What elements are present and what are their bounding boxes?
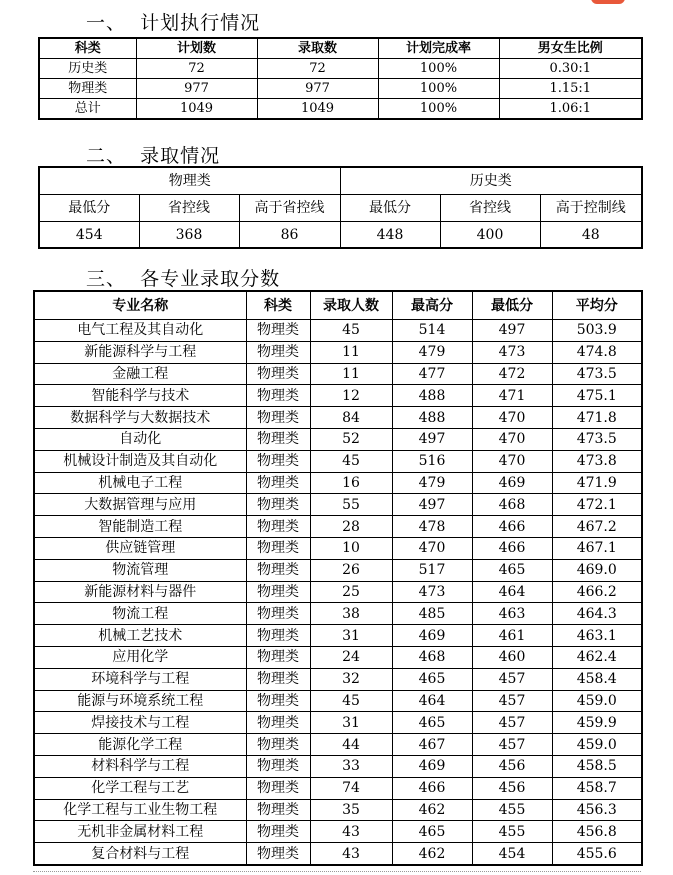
header-cell: 男女生比例 bbox=[499, 38, 642, 59]
table-cell: 物理类 bbox=[246, 690, 310, 712]
table-cell: 31 bbox=[310, 625, 392, 647]
table-cell: 517 bbox=[392, 559, 472, 581]
table-cell: 物理类 bbox=[246, 843, 310, 865]
group-physics-label: 物理类 bbox=[39, 167, 340, 195]
table-cell: 977 bbox=[257, 79, 378, 99]
header-cell: 计划完成率 bbox=[378, 38, 499, 59]
table-cell: 1049 bbox=[257, 99, 378, 120]
table-cell: 478 bbox=[392, 516, 472, 538]
table-cell: 458.4 bbox=[552, 668, 642, 690]
table-row bbox=[34, 777, 642, 799]
table-cell: 459.9 bbox=[552, 712, 642, 734]
table-cell: 461 bbox=[472, 625, 552, 647]
table-cell: 物流工程 bbox=[34, 603, 246, 625]
table-cell: 33 bbox=[310, 755, 392, 777]
table-cell: 462 bbox=[392, 843, 472, 865]
table-cell: 物理类 bbox=[246, 734, 310, 756]
table-cell: 供应链管理 bbox=[34, 537, 246, 559]
table-cell: 历史类 bbox=[39, 59, 136, 79]
table-cell: 474.8 bbox=[552, 341, 642, 363]
table-row bbox=[34, 341, 642, 363]
table-cell: 463 bbox=[472, 603, 552, 625]
table-cell: 470 bbox=[392, 537, 472, 559]
table-cell: 470 bbox=[472, 428, 552, 450]
table-cell: 物理类 bbox=[246, 799, 310, 821]
table-cell: 44 bbox=[310, 734, 392, 756]
table-row bbox=[34, 712, 642, 734]
table-cell: 45 bbox=[310, 450, 392, 472]
table-cell: 金融工程 bbox=[34, 363, 246, 385]
table-cell: 能源与环境系统工程 bbox=[34, 690, 246, 712]
group-header-row bbox=[39, 167, 642, 195]
table-cell: 84 bbox=[310, 407, 392, 429]
table-cell: 464 bbox=[392, 690, 472, 712]
table-cell: 468 bbox=[472, 494, 552, 516]
table-row bbox=[39, 59, 642, 79]
table-cell: 物理类 bbox=[246, 407, 310, 429]
table-cell: 467.1 bbox=[552, 537, 642, 559]
table-cell: 1049 bbox=[136, 99, 257, 120]
table-cell: 新能源科学与工程 bbox=[34, 341, 246, 363]
value-cell: 400 bbox=[440, 222, 540, 249]
value-cell: 86 bbox=[239, 222, 340, 249]
header-cell: 科类 bbox=[39, 38, 136, 59]
table-cell: 物理类 bbox=[246, 712, 310, 734]
table-cell: 477 bbox=[392, 363, 472, 385]
table-cell: 479 bbox=[392, 472, 472, 494]
table-cell: 463.1 bbox=[552, 625, 642, 647]
table-cell: 55 bbox=[310, 494, 392, 516]
table-cell: 物理类 bbox=[246, 755, 310, 777]
table-cell: 466.2 bbox=[552, 581, 642, 603]
table-cell: 473.5 bbox=[552, 363, 642, 385]
table-cell: 物理类 bbox=[246, 363, 310, 385]
table-cell: 35 bbox=[310, 799, 392, 821]
table-cell: 465 bbox=[472, 559, 552, 581]
table-cell: 469 bbox=[392, 625, 472, 647]
table-cell: 43 bbox=[310, 821, 392, 843]
table-row bbox=[34, 843, 642, 865]
table-row bbox=[34, 472, 642, 494]
table-cell: 机械设计制造及其自动化 bbox=[34, 450, 246, 472]
table-cell: 26 bbox=[310, 559, 392, 581]
table-cell: 473.5 bbox=[552, 428, 642, 450]
table-cell: 12 bbox=[310, 385, 392, 407]
table-row bbox=[34, 320, 642, 342]
table-header-row bbox=[39, 38, 642, 59]
table-cell: 物理类 bbox=[246, 537, 310, 559]
table-cell: 机械工艺技术 bbox=[34, 625, 246, 647]
table-cell: 456.8 bbox=[552, 821, 642, 843]
header-cell: 科类 bbox=[246, 291, 310, 320]
page-divider bbox=[33, 871, 641, 872]
table-cell: 1.06:1 bbox=[499, 99, 642, 120]
table-cell: 456 bbox=[472, 777, 552, 799]
table-cell: 497 bbox=[392, 494, 472, 516]
table-cell: 复合材料与工程 bbox=[34, 843, 246, 865]
table-cell: 455.6 bbox=[552, 843, 642, 865]
table-cell: 电气工程及其自动化 bbox=[34, 320, 246, 342]
table-cell: 473 bbox=[472, 341, 552, 363]
table-cell: 467 bbox=[392, 734, 472, 756]
table-cell: 454 bbox=[472, 843, 552, 865]
table-row bbox=[34, 646, 642, 668]
table-cell: 16 bbox=[310, 472, 392, 494]
header-cell: 计划数 bbox=[136, 38, 257, 59]
section3-title: 三、 各专业录取分数 bbox=[86, 268, 281, 290]
table-row bbox=[34, 407, 642, 429]
table-row bbox=[34, 494, 642, 516]
sub-header-row bbox=[39, 195, 642, 222]
table-cell: 464 bbox=[472, 581, 552, 603]
table-cell: 45 bbox=[310, 690, 392, 712]
admission-summary-table bbox=[38, 166, 643, 249]
value-cell: 368 bbox=[139, 222, 239, 249]
table-cell: 469.0 bbox=[552, 559, 642, 581]
table-row bbox=[34, 821, 642, 843]
table-cell: 物理类 bbox=[246, 516, 310, 538]
table-cell: 471 bbox=[472, 385, 552, 407]
table-cell: 503.9 bbox=[552, 320, 642, 342]
table-cell: 机械电子工程 bbox=[34, 472, 246, 494]
table-cell: 457 bbox=[472, 734, 552, 756]
table-row bbox=[34, 363, 642, 385]
table-cell: 457 bbox=[472, 712, 552, 734]
table-cell: 24 bbox=[310, 646, 392, 668]
table-cell: 465 bbox=[392, 712, 472, 734]
table-cell: 455 bbox=[472, 799, 552, 821]
table-cell: 45 bbox=[310, 320, 392, 342]
table-cell: 物理类 bbox=[246, 341, 310, 363]
table-cell: 100% bbox=[378, 59, 499, 79]
table-cell: 100% bbox=[378, 99, 499, 120]
table-cell: 475.1 bbox=[552, 385, 642, 407]
section1-title: 一、 计划执行情况 bbox=[86, 12, 261, 34]
table-cell: 465 bbox=[392, 668, 472, 690]
sub-header-cell: 省控线 bbox=[139, 195, 239, 222]
table-cell: 物理类 bbox=[246, 625, 310, 647]
table-cell: 数据科学与大数据技术 bbox=[34, 407, 246, 429]
table-cell: 497 bbox=[472, 320, 552, 342]
table-cell: 468 bbox=[392, 646, 472, 668]
sub-header-cell: 高于省控线 bbox=[239, 195, 340, 222]
table-row bbox=[34, 581, 642, 603]
table-row bbox=[34, 559, 642, 581]
table-cell: 459.0 bbox=[552, 734, 642, 756]
table-cell: 72 bbox=[136, 59, 257, 79]
table-cell: 465 bbox=[392, 821, 472, 843]
table-cell: 物理类 bbox=[246, 821, 310, 843]
table-row bbox=[34, 385, 642, 407]
table-row bbox=[34, 690, 642, 712]
table-row bbox=[34, 537, 642, 559]
table-cell: 470 bbox=[472, 450, 552, 472]
value-cell: 448 bbox=[340, 222, 440, 249]
table-row bbox=[34, 428, 642, 450]
table-cell: 总计 bbox=[39, 99, 136, 120]
table-cell: 457 bbox=[472, 690, 552, 712]
table-cell: 32 bbox=[310, 668, 392, 690]
header-cell: 最低分 bbox=[472, 291, 552, 320]
table-cell: 74 bbox=[310, 777, 392, 799]
table-cell: 466 bbox=[472, 516, 552, 538]
table-cell: 514 bbox=[392, 320, 472, 342]
table-cell: 大数据管理与应用 bbox=[34, 494, 246, 516]
table-cell: 物理类 bbox=[246, 450, 310, 472]
header-cell: 最高分 bbox=[392, 291, 472, 320]
header-cell: 专业名称 bbox=[34, 291, 246, 320]
table-cell: 472 bbox=[472, 363, 552, 385]
sub-header-cell: 高于控制线 bbox=[540, 195, 642, 222]
header-cell: 录取数 bbox=[257, 38, 378, 59]
table-cell: 472.1 bbox=[552, 494, 642, 516]
table-cell: 物理类 bbox=[246, 472, 310, 494]
section2-title: 二、 录取情况 bbox=[86, 145, 221, 167]
table-cell: 材料科学与工程 bbox=[34, 755, 246, 777]
table-row bbox=[39, 79, 642, 99]
table-cell: 466 bbox=[392, 777, 472, 799]
table-cell: 11 bbox=[310, 341, 392, 363]
major-scores-table bbox=[33, 290, 643, 866]
sub-header-cell: 最低分 bbox=[340, 195, 440, 222]
table-cell: 38 bbox=[310, 603, 392, 625]
table-cell: 467.2 bbox=[552, 516, 642, 538]
table-cell: 10 bbox=[310, 537, 392, 559]
table-cell: 479 bbox=[392, 341, 472, 363]
table-cell: 28 bbox=[310, 516, 392, 538]
table-cell: 物理类 bbox=[246, 385, 310, 407]
table-cell: 物理类 bbox=[246, 320, 310, 342]
table-cell: 物理类 bbox=[246, 559, 310, 581]
table-cell: 455 bbox=[472, 821, 552, 843]
sub-header-cell: 省控线 bbox=[440, 195, 540, 222]
table-row bbox=[34, 516, 642, 538]
table-cell: 环境科学与工程 bbox=[34, 668, 246, 690]
table-row bbox=[39, 99, 642, 120]
table-cell: 物流管理 bbox=[34, 559, 246, 581]
table-cell: 物理类 bbox=[246, 494, 310, 516]
table-cell: 31 bbox=[310, 712, 392, 734]
table-cell: 462.4 bbox=[552, 646, 642, 668]
table-cell: 物理类 bbox=[246, 646, 310, 668]
table-row bbox=[34, 755, 642, 777]
table-cell: 100% bbox=[378, 79, 499, 99]
table-cell: 52 bbox=[310, 428, 392, 450]
table-cell: 化学工程与工业生物工程 bbox=[34, 799, 246, 821]
table-cell: 473 bbox=[392, 581, 472, 603]
table-row bbox=[34, 799, 642, 821]
table-cell: 物理类 bbox=[246, 668, 310, 690]
table-cell: 460 bbox=[472, 646, 552, 668]
table-cell: 无机非金属材料工程 bbox=[34, 821, 246, 843]
table-cell: 485 bbox=[392, 603, 472, 625]
table-cell: 488 bbox=[392, 385, 472, 407]
table-cell: 464.3 bbox=[552, 603, 642, 625]
table-cell: 智能科学与技术 bbox=[34, 385, 246, 407]
table-cell: 物理类 bbox=[39, 79, 136, 99]
table-cell: 物理类 bbox=[246, 603, 310, 625]
table-cell: 456 bbox=[472, 755, 552, 777]
table-cell: 469 bbox=[392, 755, 472, 777]
table-cell: 0.30:1 bbox=[499, 59, 642, 79]
table-cell: 1.15:1 bbox=[499, 79, 642, 99]
table-cell: 智能制造工程 bbox=[34, 516, 246, 538]
group-history-label: 历史类 bbox=[340, 167, 642, 195]
table-cell: 物理类 bbox=[246, 428, 310, 450]
value-row bbox=[39, 222, 642, 249]
table-cell: 516 bbox=[392, 450, 472, 472]
table-cell: 473.8 bbox=[552, 450, 642, 472]
table-cell: 471.8 bbox=[552, 407, 642, 429]
table-cell: 焊接技术与工程 bbox=[34, 712, 246, 734]
table-cell: 458.7 bbox=[552, 777, 642, 799]
table-cell: 470 bbox=[472, 407, 552, 429]
table-cell: 456.3 bbox=[552, 799, 642, 821]
table-cell: 自动化 bbox=[34, 428, 246, 450]
value-cell: 48 bbox=[540, 222, 642, 249]
table-row bbox=[34, 734, 642, 756]
value-cell: 454 bbox=[39, 222, 139, 249]
table-cell: 11 bbox=[310, 363, 392, 385]
table-cell: 457 bbox=[472, 668, 552, 690]
table-cell: 471.9 bbox=[552, 472, 642, 494]
table-cell: 25 bbox=[310, 581, 392, 603]
table-row bbox=[34, 668, 642, 690]
table-cell: 物理类 bbox=[246, 581, 310, 603]
table-cell: 新能源材料与器件 bbox=[34, 581, 246, 603]
table-header-row bbox=[34, 291, 642, 320]
table-cell: 497 bbox=[392, 428, 472, 450]
table-cell: 化学工程与工艺 bbox=[34, 777, 246, 799]
header-cell: 录取人数 bbox=[310, 291, 392, 320]
table-row bbox=[34, 625, 642, 647]
table-cell: 应用化学 bbox=[34, 646, 246, 668]
table-cell: 物理类 bbox=[246, 777, 310, 799]
table-cell: 72 bbox=[257, 59, 378, 79]
corner-tab-mark bbox=[591, 0, 625, 4]
table-row bbox=[34, 603, 642, 625]
plan-execution-table bbox=[38, 37, 643, 120]
table-cell: 能源化学工程 bbox=[34, 734, 246, 756]
table-cell: 43 bbox=[310, 843, 392, 865]
table-cell: 466 bbox=[472, 537, 552, 559]
table-cell: 977 bbox=[136, 79, 257, 99]
sub-header-cell: 最低分 bbox=[39, 195, 139, 222]
table-row bbox=[34, 450, 642, 472]
table-cell: 469 bbox=[472, 472, 552, 494]
header-cell: 平均分 bbox=[552, 291, 642, 320]
table-cell: 459.0 bbox=[552, 690, 642, 712]
table-cell: 458.5 bbox=[552, 755, 642, 777]
table-cell: 462 bbox=[392, 799, 472, 821]
table-cell: 488 bbox=[392, 407, 472, 429]
